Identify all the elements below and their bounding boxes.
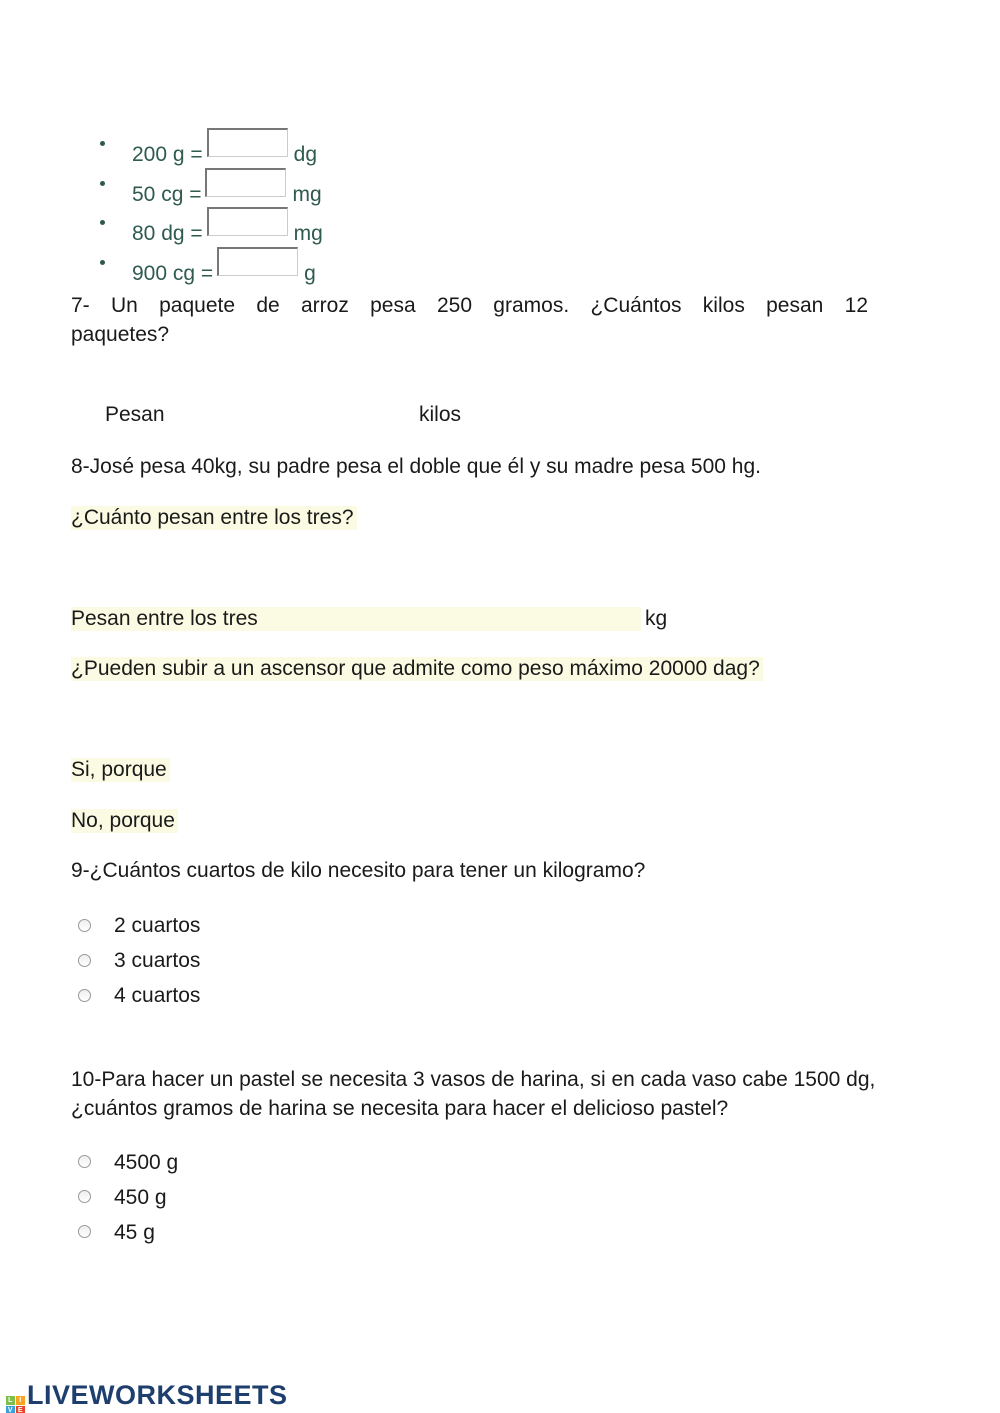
q8-sub-question-1: ¿Cuánto pesan entre los tres? (71, 506, 357, 530)
question-9: 9-¿Cuántos cuartos de kilo necesito para tener un kilogramo? (71, 859, 646, 882)
conversion-unit: g (304, 262, 316, 285)
logo-letter: I (16, 1396, 25, 1405)
radio-button[interactable] (78, 954, 91, 967)
q10-option[interactable]: 450 g (114, 1186, 167, 1209)
conversion-label: 50 cg = (132, 183, 202, 206)
conversion-label: 900 cg = (132, 262, 214, 285)
conversion-item (132, 168, 322, 207)
q9-option[interactable]: 3 cuartos (114, 949, 201, 972)
q8-answer-input[interactable] (290, 604, 635, 632)
question-10-cont: ¿cuántos gramos de harina se necesita para hacer el delicioso pastel? (71, 1097, 729, 1120)
q8-answer-no[interactable]: No, porque (71, 809, 178, 833)
conversion-label: 80 dg = (132, 222, 203, 245)
conversion-unit: mg (292, 183, 322, 206)
logo-letter: V (7, 1407, 14, 1413)
q8-sub-question-2: ¿Pueden subir a un ascensor que admite como peso máximo 20000 dag? (71, 657, 763, 681)
radio-button[interactable] (78, 1190, 91, 1203)
q10-option[interactable]: 4500 g (114, 1151, 179, 1174)
question-7-cont: paquetes? (71, 323, 170, 346)
conversion-label: 200 g = (132, 143, 203, 166)
question-7: 7- Un paquete de arroz pesa 250 gramos. ¿Cuántos kilos pesan 12 (71, 294, 868, 317)
conversion-input[interactable] (207, 128, 288, 157)
conversion-unit: dg (293, 143, 318, 166)
q7-answer-prefix: Pesan (105, 403, 165, 426)
conversion-item (132, 128, 317, 167)
logo-letter: E (17, 1407, 24, 1413)
logo-icon (6, 1396, 25, 1413)
conversion-item (132, 207, 323, 246)
q9-option[interactable]: 2 cuartos (114, 914, 201, 937)
question-10: 10-Para hacer un pastel se necesita 3 vasos de harina, si en cada vaso cabe 1500 dg, (71, 1068, 876, 1091)
bullet (100, 220, 105, 225)
q8-answer-yes[interactable]: Si, porque (71, 758, 170, 782)
logo-text: LIVEWORKSHEETS (27, 1380, 288, 1410)
radio-button[interactable] (78, 1225, 91, 1238)
bullet (100, 260, 105, 265)
conversion-unit: mg (293, 222, 323, 245)
q7-answer-suffix: kilos (419, 403, 462, 426)
radio-button[interactable] (78, 919, 91, 932)
conversion-input[interactable] (207, 207, 288, 236)
bullet (100, 141, 105, 146)
conversion-input[interactable] (205, 168, 286, 197)
radio-button[interactable] (78, 989, 91, 1002)
question-8: 8-José pesa 40kg, su padre pesa el doble que él y su madre pesa 500 hg. (71, 455, 761, 478)
liveworksheets-logo (6, 1380, 288, 1413)
conversion-input[interactable] (217, 247, 298, 276)
q10-option[interactable]: 45 g (114, 1221, 155, 1244)
bullet (100, 181, 105, 186)
conversion-item (132, 247, 316, 286)
logo-letter: L (6, 1396, 15, 1405)
q7-answer-input[interactable] (180, 400, 410, 428)
radio-button[interactable] (78, 1155, 91, 1168)
q8-answer-prefix: Pesan entre los tres (71, 607, 641, 631)
q8-answer-suffix: kg (645, 607, 668, 630)
q9-option[interactable]: 4 cuartos (114, 984, 201, 1007)
